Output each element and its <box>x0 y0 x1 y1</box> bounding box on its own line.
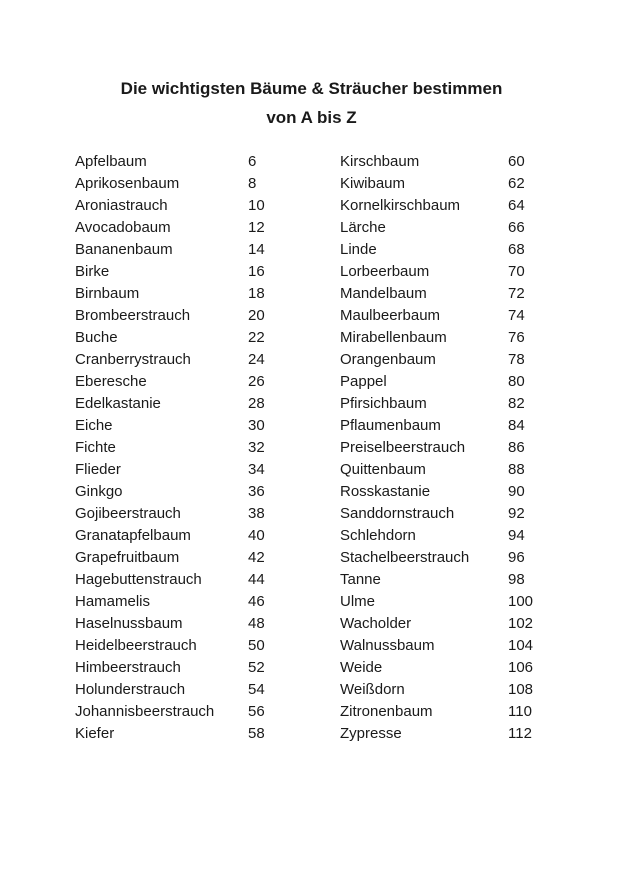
toc-entry-page: 20 <box>248 307 265 324</box>
toc-entry-name: Linde <box>340 241 377 258</box>
toc-row <box>340 437 585 459</box>
toc-entry-name: Lorbeerbaum <box>340 263 430 280</box>
toc-entry-name: Gojibeerstrauch <box>75 505 181 522</box>
toc-row <box>75 349 315 371</box>
toc-row <box>340 415 585 437</box>
toc-entry-name: Kirschbaum <box>340 153 420 170</box>
toc-entry-name: Maulbeerbaum <box>340 307 441 324</box>
toc-entry-name: Weide <box>340 659 383 676</box>
toc-row <box>75 151 315 173</box>
toc-row <box>75 679 315 701</box>
toc-entry-page: 104 <box>508 637 534 654</box>
toc-entry-page: 54 <box>248 681 265 698</box>
toc-entry-page: 68 <box>508 241 525 258</box>
toc-entry-name: Brombeerstrauch <box>75 307 191 324</box>
toc-entry-name: Lärche <box>340 219 386 236</box>
toc-entry-page: 70 <box>508 263 525 280</box>
toc-entry-page: 32 <box>248 439 265 456</box>
toc-entry-page: 88 <box>508 461 525 478</box>
toc-entry-page: 78 <box>508 351 525 368</box>
toc-entry-name: Pappel <box>340 373 387 390</box>
toc-entry-page: 86 <box>508 439 525 456</box>
toc-entry-name: Mandelbaum <box>340 285 427 302</box>
toc-entry-page: 50 <box>248 637 265 654</box>
toc-row <box>340 151 585 173</box>
toc-entry-name: Apfelbaum <box>75 153 147 170</box>
toc-column-right <box>340 151 585 745</box>
toc-row <box>340 679 585 701</box>
toc-entry-name: Zitronenbaum <box>340 703 433 720</box>
toc-entry-page: 8 <box>248 175 257 192</box>
toc-row <box>75 305 315 327</box>
toc-row <box>75 371 315 393</box>
toc-entry-name: Granatapfelbaum <box>75 527 191 544</box>
toc-entry-page: 28 <box>248 395 265 412</box>
toc-entry-page: 48 <box>248 615 265 632</box>
toc-row <box>340 195 585 217</box>
toc-row <box>340 547 585 569</box>
toc-entry-name: Buche <box>75 329 118 346</box>
toc-entry-page: 96 <box>508 549 525 566</box>
toc-entry-name: Hagebuttenstrauch <box>75 571 202 588</box>
toc-entry-name: Eberesche <box>75 373 147 390</box>
toc-row <box>340 261 585 283</box>
toc-entry-page: 26 <box>248 373 265 390</box>
toc-row <box>75 613 315 635</box>
toc-row <box>340 305 585 327</box>
toc-entry-page: 38 <box>248 505 265 522</box>
toc-row <box>340 635 585 657</box>
toc-row <box>340 173 585 195</box>
toc-entry-name: Mirabellenbaum <box>340 329 447 346</box>
toc-row <box>75 547 315 569</box>
toc-entry-page: 52 <box>248 659 265 676</box>
toc-row <box>75 327 315 349</box>
toc-entry-page: 14 <box>248 241 265 258</box>
toc-row <box>75 481 315 503</box>
toc-row <box>340 393 585 415</box>
toc-entry-name: Haselnussbaum <box>75 615 183 632</box>
toc-entry-name: Eiche <box>75 417 113 434</box>
toc-entry-page: 30 <box>248 417 265 434</box>
toc-row <box>340 459 585 481</box>
toc-row <box>340 503 585 525</box>
toc-entry-page: 66 <box>508 219 525 236</box>
toc-entry-page: 16 <box>248 263 265 280</box>
toc-entry-page: 40 <box>248 527 265 544</box>
toc-entry-page: 34 <box>248 461 265 478</box>
toc-row <box>340 723 585 745</box>
toc-entry-name: Orangenbaum <box>340 351 436 368</box>
toc-entry-page: 100 <box>508 593 534 610</box>
toc-row <box>75 657 315 679</box>
toc-entry-name: Schlehdorn <box>340 527 416 544</box>
toc-entry-name: Ginkgo <box>75 483 123 500</box>
toc-entry-page: 82 <box>508 395 525 412</box>
toc-entry-name: Preiselbeerstrauch <box>340 439 466 456</box>
toc-entry-page: 62 <box>508 175 525 192</box>
toc-entry-name: Pfirsichbaum <box>340 395 427 412</box>
toc-entry-name: Kornelkirschbaum <box>340 197 461 214</box>
toc-entry-page: 42 <box>248 549 265 566</box>
toc-row <box>75 173 315 195</box>
toc-row <box>75 437 315 459</box>
page-title-line-1: Die wichtigsten Bäume & Sträucher bestimmen <box>120 79 503 98</box>
toc-entry-name: Kiwibaum <box>340 175 406 192</box>
toc-entry-name: Walnussbaum <box>340 637 435 654</box>
toc-entry-name: Pflaumenbaum <box>340 417 441 434</box>
page-title <box>0 74 623 132</box>
toc-entry-page: 92 <box>508 505 525 522</box>
toc-entry-name: Tanne <box>340 571 381 588</box>
toc-entry-name: Sanddornstrauch <box>340 505 455 522</box>
page-title-line-2: von A bis Z <box>266 108 357 127</box>
toc-row <box>75 635 315 657</box>
toc-row <box>75 569 315 591</box>
toc-entry-page: 6 <box>248 153 257 170</box>
toc-entry-name: Quittenbaum <box>340 461 426 478</box>
toc-entry-page: 102 <box>508 615 534 632</box>
toc-entry-name: Birnbaum <box>75 285 140 302</box>
toc-entry-name: Cranberrystrauch <box>75 351 191 368</box>
toc-entry-name: Birke <box>75 263 110 280</box>
toc-entry-page: 12 <box>248 219 265 236</box>
toc-entry-name: Bananenbaum <box>75 241 173 258</box>
toc-row <box>340 569 585 591</box>
toc-entry-page: 60 <box>508 153 525 170</box>
toc-entry-name: Rosskastanie <box>340 483 431 500</box>
toc-row <box>340 657 585 679</box>
toc-entry-name: Avocadobaum <box>75 219 171 236</box>
toc-entry-name: Grapefruitbaum <box>75 549 180 566</box>
toc-row <box>75 195 315 217</box>
toc-entry-page: 108 <box>508 681 534 698</box>
toc-entry-page: 22 <box>248 329 265 346</box>
toc-row <box>340 371 585 393</box>
toc-entry-name: Fichte <box>75 439 116 456</box>
toc-entry-page: 84 <box>508 417 525 434</box>
toc-entry-name: Kiefer <box>75 725 115 742</box>
toc-entry-page: 80 <box>508 373 525 390</box>
toc-row <box>340 283 585 305</box>
toc-row <box>75 239 315 261</box>
toc-entry-page: 58 <box>248 725 265 742</box>
toc-entry-page: 64 <box>508 197 525 214</box>
toc-row <box>75 723 315 745</box>
toc-row <box>75 701 315 723</box>
toc-entry-page: 56 <box>248 703 265 720</box>
toc-entry-name: Stachelbeerstrauch <box>340 549 470 566</box>
toc-entry-page: 18 <box>248 285 265 302</box>
toc-entry-page: 36 <box>248 483 265 500</box>
toc-row <box>75 503 315 525</box>
toc-entry-name: Wacholder <box>340 615 412 632</box>
toc-row <box>340 701 585 723</box>
toc-entry-page: 72 <box>508 285 525 302</box>
toc-entry-name: Weißdorn <box>340 681 405 698</box>
toc-entry-page: 110 <box>508 703 532 720</box>
toc-entry-name: Ulme <box>340 593 376 610</box>
toc-entry-page: 106 <box>508 659 534 676</box>
toc-entry-page: 74 <box>508 307 525 324</box>
toc-row <box>340 613 585 635</box>
toc-row <box>340 481 585 503</box>
toc-entry-name: Aroniastrauch <box>75 197 168 214</box>
toc-entry-page: 112 <box>508 725 532 742</box>
toc-row <box>340 591 585 613</box>
toc-entry-name: Himbeerstrauch <box>75 659 181 676</box>
toc-entry-page: 94 <box>508 527 525 544</box>
toc-column-left <box>75 151 315 745</box>
toc-entry-page: 98 <box>508 571 525 588</box>
toc-entry-name: Flieder <box>75 461 121 478</box>
toc-entry-name: Hamamelis <box>75 593 151 610</box>
toc-entry-page: 10 <box>248 197 265 214</box>
toc-row <box>75 591 315 613</box>
toc-row <box>75 525 315 547</box>
toc-entry-name: Holunderstrauch <box>75 681 186 698</box>
toc-row <box>75 283 315 305</box>
toc-row <box>340 327 585 349</box>
toc-row <box>340 525 585 547</box>
toc-row <box>340 217 585 239</box>
toc-entry-name: Heidelbeerstrauch <box>75 637 197 654</box>
toc-entry-page: 90 <box>508 483 525 500</box>
toc-entry-name: Aprikosenbaum <box>75 175 180 192</box>
toc-entry-page: 44 <box>248 571 265 588</box>
toc-row <box>75 459 315 481</box>
toc-row <box>340 239 585 261</box>
toc-row <box>340 349 585 371</box>
toc-entry-name: Zypresse <box>340 725 402 742</box>
toc-entry-page: 76 <box>508 329 525 346</box>
toc-entry-name: Edelkastanie <box>75 395 161 412</box>
toc-row <box>75 415 315 437</box>
toc-row <box>75 217 315 239</box>
toc-entry-page: 24 <box>248 351 265 368</box>
toc-row <box>75 393 315 415</box>
toc-entry-page: 46 <box>248 593 265 610</box>
toc-row <box>75 261 315 283</box>
toc-entry-name: Johannisbeerstrauch <box>75 703 215 720</box>
